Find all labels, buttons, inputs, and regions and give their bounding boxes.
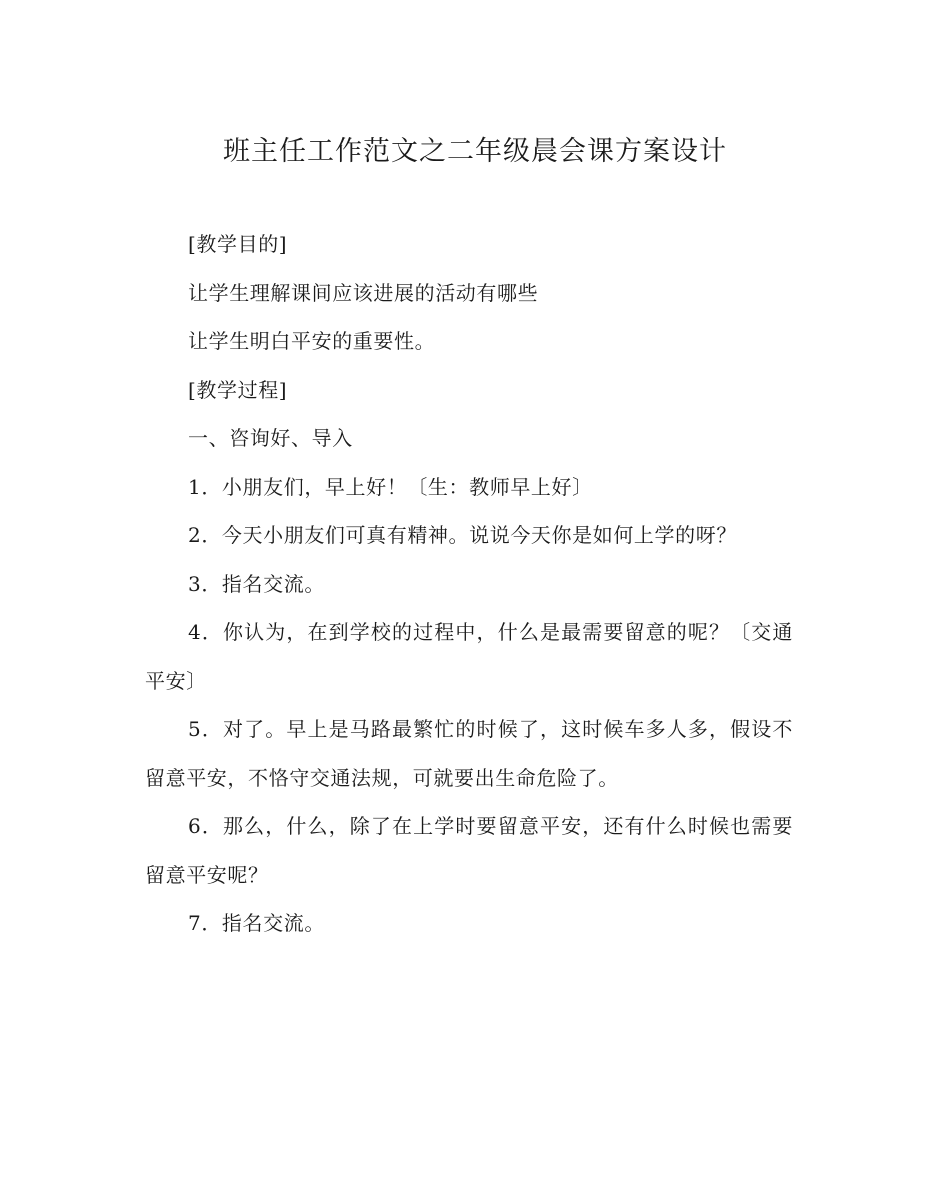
process-item-1: 1．小朋友们，早上好！〔生：教师早上好〕 bbox=[188, 474, 593, 499]
process-item-3: 3．指名交流。 bbox=[188, 571, 325, 596]
process-item-2: 2．今天小朋友们可真有精神。说说今天你是如何上学的呀？ bbox=[188, 523, 737, 547]
document-title: 班主任工作范文之二年级晨会课方案设计 bbox=[223, 136, 727, 167]
goal-item-1: 让学生理解课间应该进展的活动有哪些 bbox=[188, 280, 539, 305]
section-heading-teaching-goal: [教学目的] bbox=[188, 232, 288, 256]
document-body bbox=[145, 220, 793, 948]
process-item-7: 7．指名交流。 bbox=[188, 911, 325, 935]
section-heading-teaching-process: [教学过程] bbox=[188, 377, 288, 402]
process-item-6: 6．那么，什么，除了在上学时要留意平安，还有什么时候也需要留意平安呢？ bbox=[145, 814, 793, 887]
process-step-intro: 一、咨询好、导入 bbox=[188, 426, 353, 450]
process-item-5: 5．对了。早上是马路最繁忙的时候了，这时候车多人多，假设不留意平安，不恪守交通法规，可就要出生命危险了。 bbox=[145, 717, 793, 790]
goal-item-2: 让学生明白平安的重要性。 bbox=[188, 329, 436, 353]
process-item-4: 4．你认为，在到学校的过程中，什么是最需要留意的呢？〔交通平安〕 bbox=[145, 620, 793, 693]
